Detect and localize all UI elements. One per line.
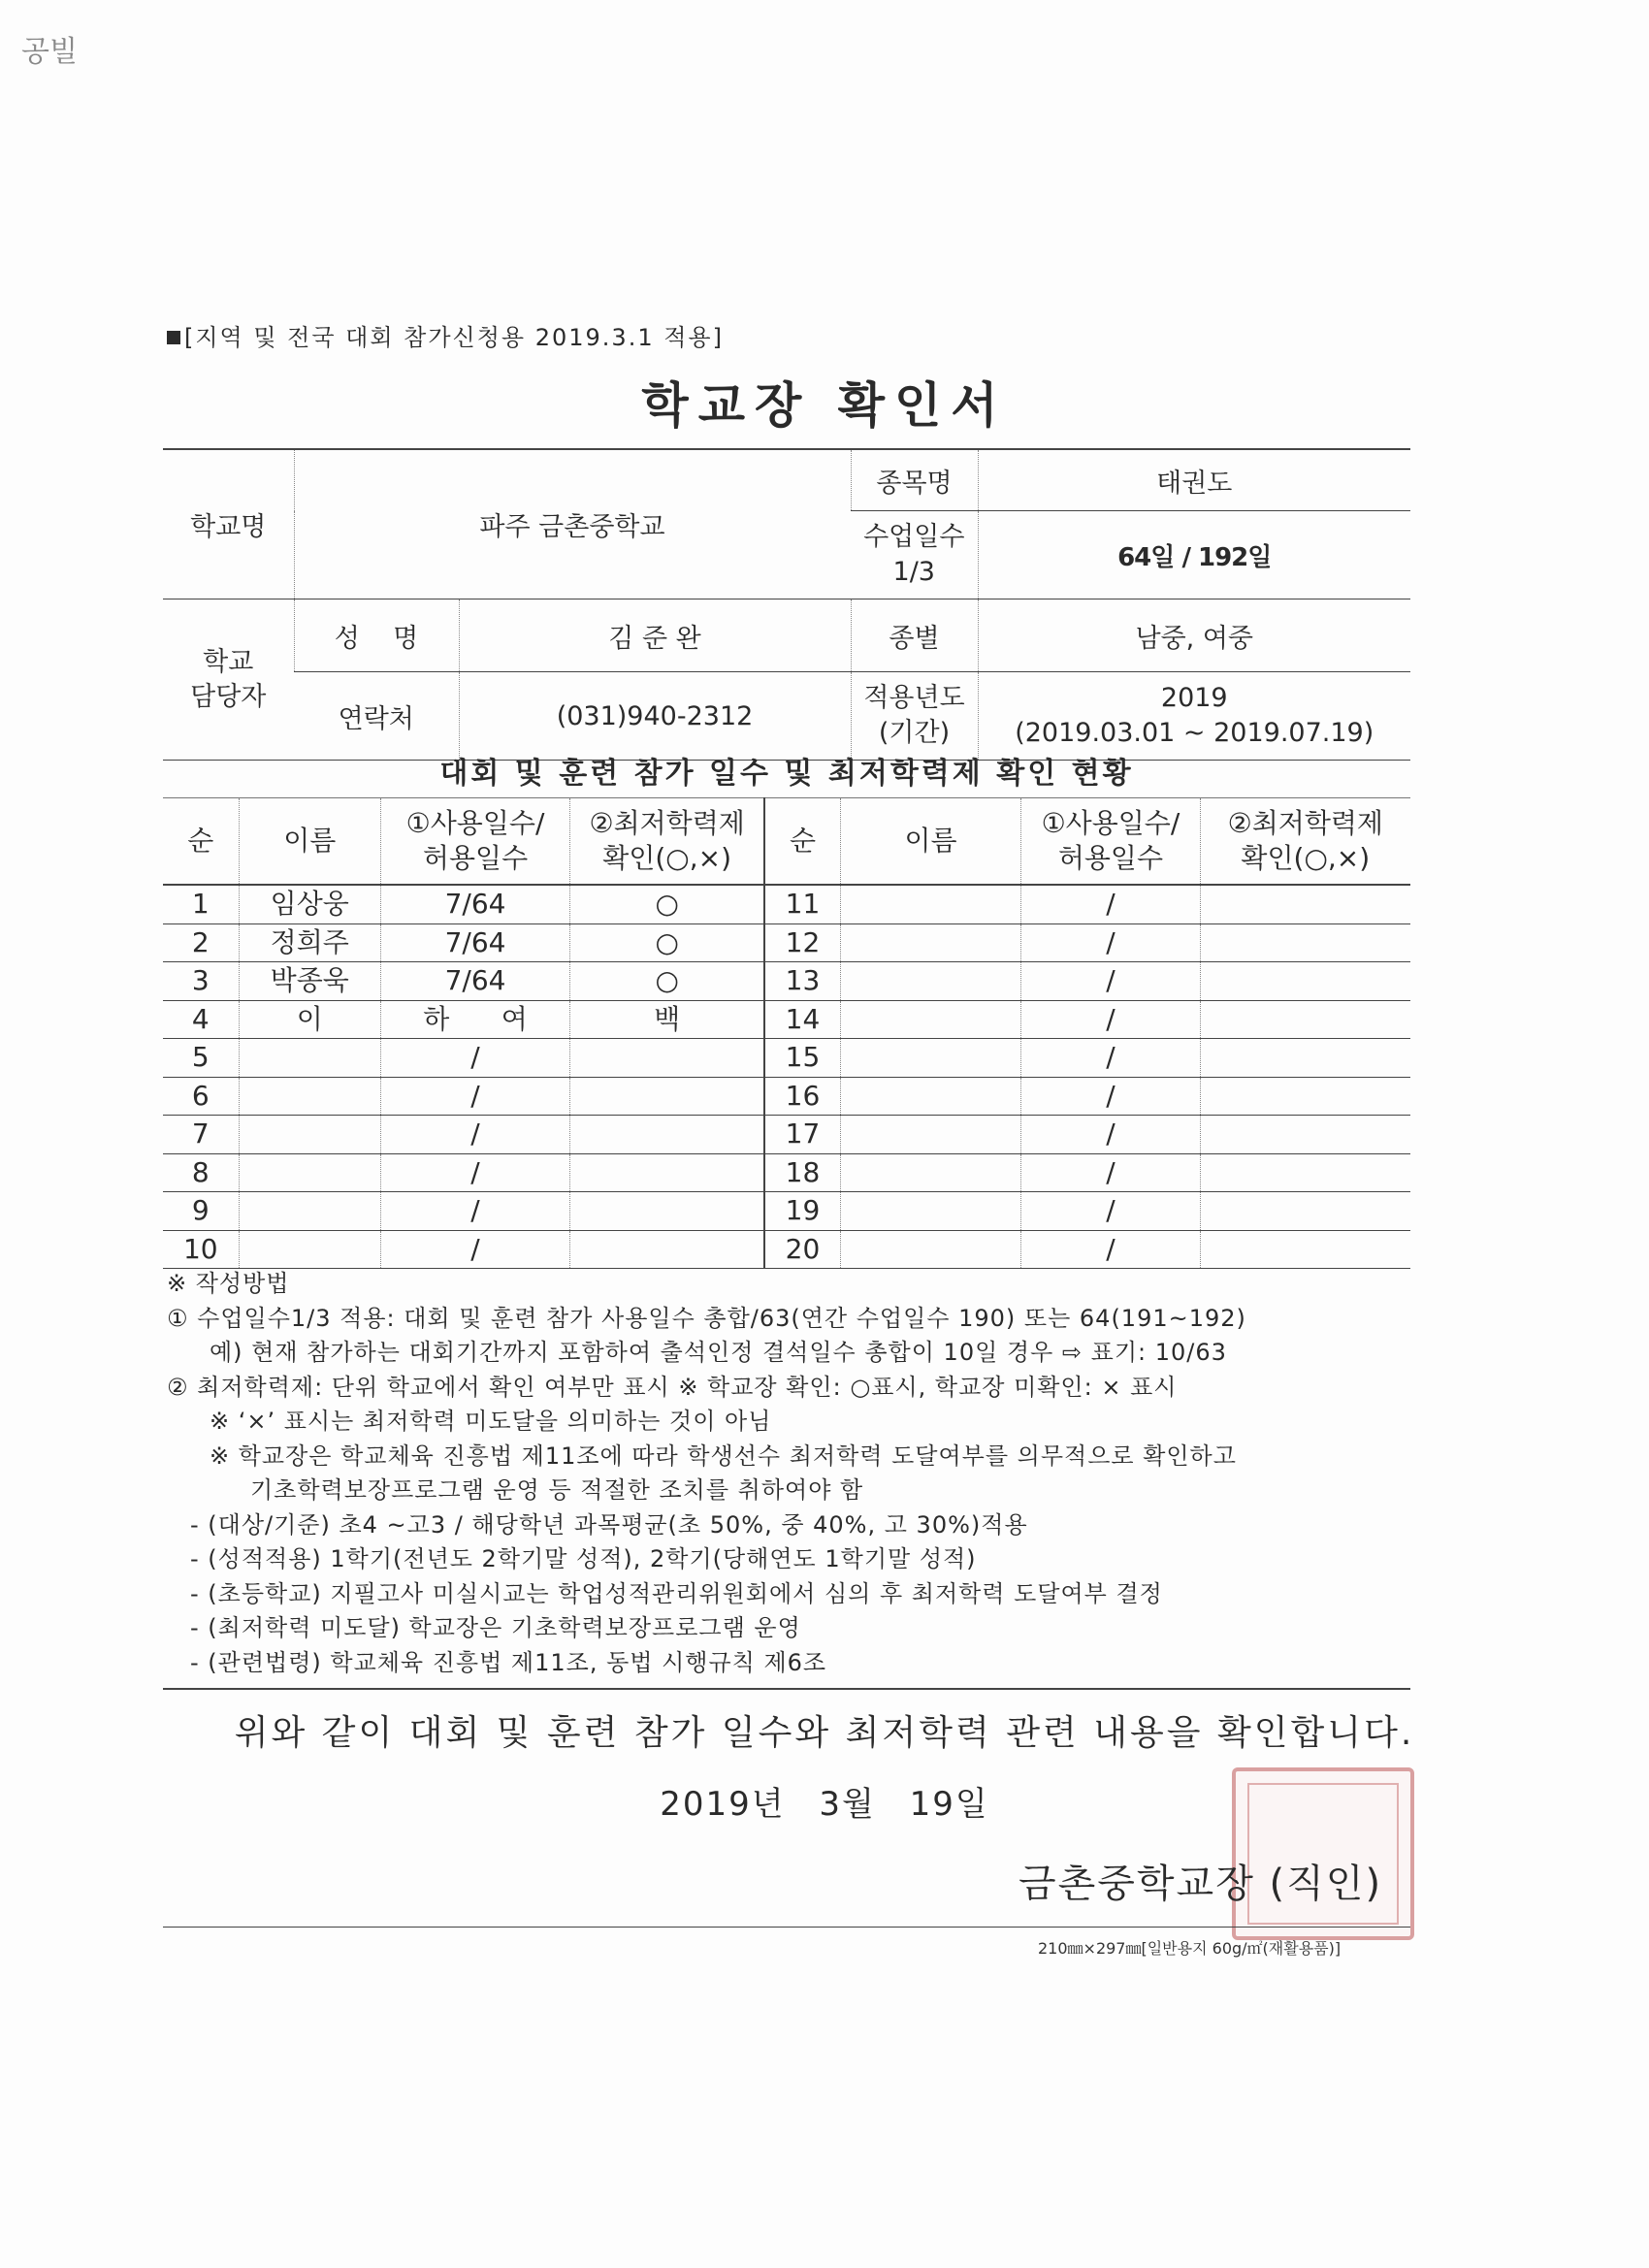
cell-no: 6 bbox=[163, 1077, 239, 1116]
cell-days: 7/64 bbox=[380, 962, 569, 1001]
principal-signature: 금촌중학교장 (직인) bbox=[1018, 1862, 1383, 1906]
cell-check bbox=[570, 1230, 765, 1269]
cell-days: / bbox=[1021, 1000, 1200, 1039]
cell-check bbox=[1200, 962, 1410, 1001]
cell-no: 14 bbox=[764, 1000, 840, 1039]
note-line: ② 최저학력제: 단위 학교에서 확인 여부만 표시 ※ 학교장 확인: ○표시, 학교장 미확인: × 표시 bbox=[167, 1373, 1178, 1401]
table-row bbox=[163, 1192, 1410, 1231]
cell-name bbox=[840, 1077, 1021, 1116]
class-days-value: 64일 / 192일 bbox=[978, 511, 1410, 599]
cell-days: / bbox=[1021, 885, 1200, 923]
cell-name bbox=[840, 1116, 1021, 1154]
cell-days: / bbox=[1021, 923, 1200, 962]
cell-days: / bbox=[380, 1192, 569, 1231]
cell-check: ○ bbox=[570, 885, 765, 923]
cell-check bbox=[1200, 1039, 1410, 1078]
section-title: 대회 및 훈련 참가 일수 및 최저학력제 확인 현황 bbox=[439, 757, 1134, 791]
category-label: 종별 bbox=[851, 599, 978, 672]
note-line: 기초학력보장프로그램 운영 등 적절한 조치를 취하여야 함 bbox=[250, 1476, 864, 1504]
cell-days: 하 여 bbox=[380, 1000, 569, 1039]
cell-name bbox=[840, 1192, 1021, 1231]
year-label: 적용년도 (기간) bbox=[851, 672, 978, 761]
cell-days: 7/64 bbox=[380, 923, 569, 962]
cell-no: 17 bbox=[764, 1116, 840, 1154]
cell-check bbox=[570, 1077, 765, 1116]
cell-no: 10 bbox=[163, 1230, 239, 1269]
cell-check bbox=[1200, 1077, 1410, 1116]
cell-name bbox=[840, 1230, 1021, 1269]
cell-name bbox=[840, 962, 1021, 1001]
table-row bbox=[163, 1000, 1410, 1039]
cell-name bbox=[840, 1000, 1021, 1039]
header-days: ①사용일수/ 허용일수 bbox=[380, 798, 569, 886]
name-label: 성 명 bbox=[294, 599, 459, 672]
cell-no: 13 bbox=[764, 962, 840, 1001]
cell-check: 백 bbox=[570, 1000, 765, 1039]
cell-no: 12 bbox=[764, 923, 840, 962]
note-line: - (초등학교) 지필고사 미실시교는 학업성적관리위원회에서 심의 후 최저학력 도달여부 결정 bbox=[190, 1579, 1163, 1607]
contact-label: 연락처 bbox=[294, 672, 459, 761]
cell-check bbox=[570, 1116, 765, 1154]
cell-no: 15 bbox=[764, 1039, 840, 1078]
cell-name bbox=[239, 1116, 380, 1154]
cell-days: / bbox=[1021, 1230, 1200, 1269]
cell-no: 20 bbox=[764, 1230, 840, 1269]
event-value: 태권도 bbox=[978, 449, 1410, 511]
cell-days: 7/64 bbox=[380, 885, 569, 923]
cell-name bbox=[239, 1192, 380, 1231]
event-label: 종목명 bbox=[851, 449, 978, 511]
cell-name bbox=[239, 1153, 380, 1192]
cell-check bbox=[570, 1039, 765, 1078]
cell-check bbox=[1200, 1153, 1410, 1192]
table-row bbox=[163, 1039, 1410, 1078]
cell-check bbox=[570, 1153, 765, 1192]
cell-days: / bbox=[1021, 1077, 1200, 1116]
cell-days: / bbox=[1021, 1153, 1200, 1192]
cell-check bbox=[1200, 1192, 1410, 1231]
cell-name bbox=[840, 923, 1021, 962]
table-row bbox=[163, 885, 1410, 923]
cell-days: / bbox=[380, 1153, 569, 1192]
year-value: 2019 (2019.03.01 ~ 2019.07.19) bbox=[978, 672, 1410, 761]
cell-no: 1 bbox=[163, 885, 239, 923]
divider bbox=[163, 1688, 1410, 1690]
category-value: 남중, 여중 bbox=[978, 599, 1410, 672]
paper-spec: 210㎜×297㎜[일반용지 60g/㎡(재활용품)] bbox=[1038, 1939, 1342, 1958]
note-line: ※ 학교장은 학교체육 진흥법 제11조에 따라 학생선수 최저학력 도달여부를 의무적으로 확인하고 bbox=[210, 1442, 1237, 1470]
cell-no: 11 bbox=[764, 885, 840, 923]
class-days-label: 수업일수 1/3 bbox=[851, 511, 978, 599]
cell-check bbox=[1200, 1116, 1410, 1154]
note-line: - (관련법령) 학교체육 진흥법 제11조, 동법 시행규칙 제6조 bbox=[190, 1648, 827, 1676]
cell-check bbox=[1200, 885, 1410, 923]
square-bullet-icon bbox=[167, 331, 180, 344]
participation-table bbox=[163, 797, 1410, 1269]
cell-days: / bbox=[380, 1230, 569, 1269]
cell-no: 5 bbox=[163, 1039, 239, 1078]
note-line: 예) 현재 참가하는 대회기간까지 포함하여 출석인정 결석일수 총합이 10일 경우 ⇨ 표기: 10/63 bbox=[210, 1339, 1227, 1366]
confirmation-statement: 위와 같이 대회 및 훈련 참가 일수와 최저학력 관련 내용을 확인합니다. bbox=[234, 1713, 1415, 1753]
cell-no: 18 bbox=[764, 1153, 840, 1192]
school-value: 파주 금촌중학교 bbox=[294, 449, 851, 599]
table-row bbox=[163, 1116, 1410, 1154]
note-line: - (최저학력 미도달) 학교장은 기초학력보장프로그램 운영 bbox=[190, 1614, 801, 1641]
cell-no: 9 bbox=[163, 1192, 239, 1231]
note-line: - (성적적용) 1학기(전년도 2학기말 성적), 2학기(당해연도 1학기말 성적) bbox=[190, 1545, 977, 1572]
cell-name: 이 bbox=[239, 1000, 380, 1039]
contact-value: (031)940-2312 bbox=[459, 672, 851, 761]
notes-heading: ※ 작성방법 bbox=[167, 1270, 290, 1297]
writing-instructions bbox=[167, 1267, 1428, 1680]
cell-name: 임상웅 bbox=[239, 885, 380, 923]
cell-check bbox=[1200, 1230, 1410, 1269]
cell-name bbox=[239, 1039, 380, 1078]
cell-no: 8 bbox=[163, 1153, 239, 1192]
header-check: ②최저학력제 확인(○,×) bbox=[570, 798, 765, 886]
table-row bbox=[163, 1153, 1410, 1192]
table-row bbox=[163, 962, 1410, 1001]
cell-days: / bbox=[1021, 1039, 1200, 1078]
name-value: 김 준 완 bbox=[459, 599, 851, 672]
form-header-label: [지역 및 전국 대회 참가신청용 2019.3.1 적용] bbox=[167, 318, 724, 352]
cell-days: / bbox=[380, 1116, 569, 1154]
note-line: - (대상/기준) 초4 ~고3 / 해당학년 과목평균(초 50%, 중 40%, 고 30%)적용 bbox=[190, 1510, 1028, 1539]
school-info-table bbox=[163, 448, 1410, 761]
cell-no: 4 bbox=[163, 1000, 239, 1039]
cell-check bbox=[1200, 1000, 1410, 1039]
header-check: ②최저학력제 확인(○,×) bbox=[1200, 798, 1410, 886]
manager-label: 학교 담당자 bbox=[163, 599, 294, 761]
header-no: 순 bbox=[163, 798, 239, 886]
issue-date: 2019년 3월 19일 bbox=[660, 1785, 989, 1824]
note-line: ① 수업일수1/3 적용: 대회 및 훈련 참가 사용일수 총합/63(연간 수업일수 190) 또는 64(191~192) bbox=[167, 1304, 1246, 1332]
divider bbox=[163, 1927, 1410, 1928]
cell-name bbox=[239, 1077, 380, 1116]
cell-name bbox=[840, 1039, 1021, 1078]
note-line: ※ ‘×’ 표시는 최저학력 미도달을 의미하는 것이 아님 bbox=[210, 1408, 772, 1435]
cell-days: / bbox=[1021, 962, 1200, 1001]
cell-check: ○ bbox=[570, 962, 765, 1001]
header-days: ①사용일수/ 허용일수 bbox=[1021, 798, 1200, 886]
header-name: 이름 bbox=[840, 798, 1021, 886]
cell-name bbox=[840, 885, 1021, 923]
table-row bbox=[163, 1077, 1410, 1116]
cell-days: / bbox=[1021, 1192, 1200, 1231]
school-label: 학교명 bbox=[163, 449, 294, 599]
cell-check bbox=[1200, 923, 1410, 962]
cell-no: 19 bbox=[764, 1192, 840, 1231]
cell-check: ○ bbox=[570, 923, 765, 962]
header-name: 이름 bbox=[239, 798, 380, 886]
cell-no: 7 bbox=[163, 1116, 239, 1154]
cell-days: / bbox=[1021, 1116, 1200, 1154]
cell-no: 3 bbox=[163, 962, 239, 1001]
document-title: 학교장 확인서 bbox=[641, 377, 1008, 434]
table-row bbox=[163, 1230, 1410, 1269]
header-no: 순 bbox=[764, 798, 840, 886]
cell-name bbox=[239, 1230, 380, 1269]
table-row bbox=[163, 923, 1410, 962]
cell-days: / bbox=[380, 1077, 569, 1116]
cell-name: 정희주 bbox=[239, 923, 380, 962]
cell-no: 16 bbox=[764, 1077, 840, 1116]
cell-days: / bbox=[380, 1039, 569, 1078]
handwritten-note: 공빌 bbox=[21, 35, 78, 69]
cell-name: 박종욱 bbox=[239, 962, 380, 1001]
cell-check bbox=[570, 1192, 765, 1231]
cell-name bbox=[840, 1153, 1021, 1192]
cell-no: 2 bbox=[163, 923, 239, 962]
